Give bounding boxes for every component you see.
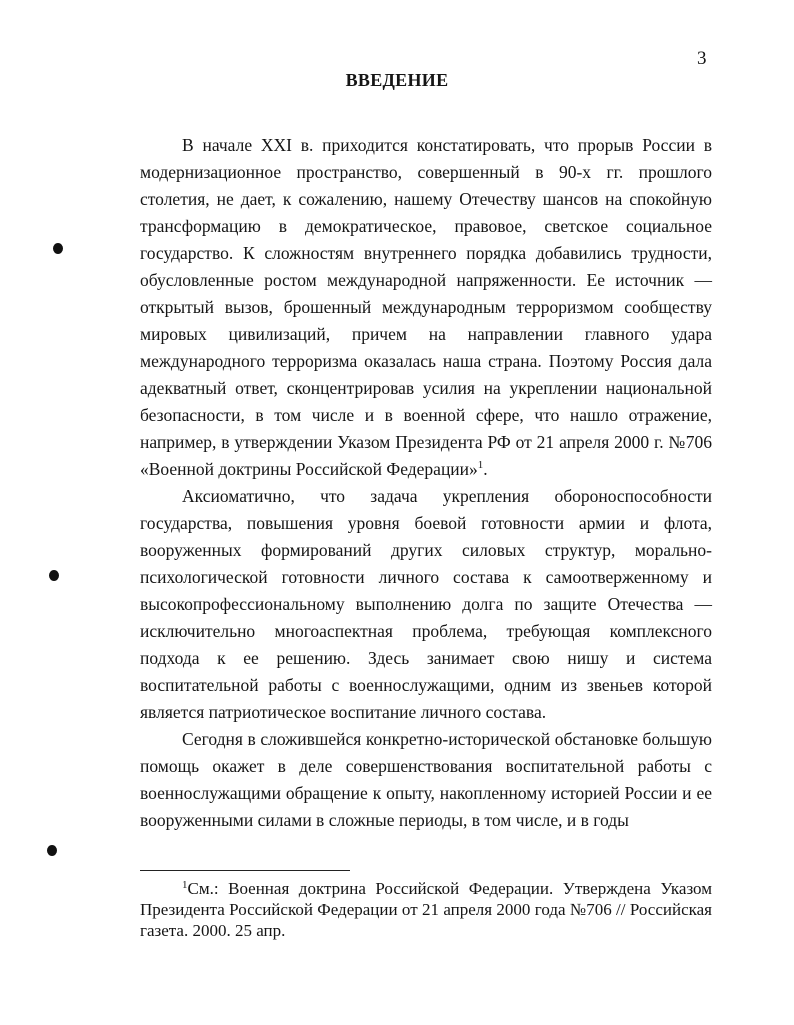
footnote xyxy=(140,878,712,941)
paragraph-1-text: В начале XXI в. приходится констатировать, что прорыв России в модернизационное пространство, совершенный в 90-х гг. прошлого столетия, не дает, к сожалению, нашему Отечеству шансов на спокойную трансформацию в демократическое, правовое, светское социальное государство. К сложностям внутреннего порядка добавились трудности, обусловленные ростом международной напряженности. Ее источник — открытый вызов, брошенный международным терроризмом сообществу мировых цивилизаций, причем на направлении главного удара международного терроризма оказалась наша страна. Поэтому Россия дала адекватный ответ, сконцентрировав усилия на укреплении национальной безопасности, в том числе и в военной сфере, что нашло отражение, например, в утверждении Указом Президента РФ от 21 апреля 2000 г. №706 «Военной доктрины Российской Федерации» xyxy=(140,135,712,479)
footnote-reference: 1 xyxy=(477,459,484,471)
paragraph-2: Аксиоматично, что задача укрепления обороноспособности государства, повышения уровня боевой готовности армии и флота, вооруженных формирований других силовых структур, морально-психологической готовности личного состава к самоотверженному и высокопрофессиональному выполнению долга по защите Отечества — исключительно многоаспектная проблема, требующая комплексного подхода к ее решению. Здесь занимает свою нишу и система воспитательной работы с военнослужащими, одним из звеньев которой является патриотическое воспитание личного состава. xyxy=(140,486,712,722)
footnote-divider xyxy=(140,870,350,871)
footnote-text: См.: Военная доктрина Российской Федерации. Утверждена Указом Президента Российской Федерации от 21 апреля 2000 года №706 // Российская газета. 2000. 25 апр. xyxy=(140,879,712,940)
paragraph-1 xyxy=(140,132,712,483)
paragraph-1-end: . xyxy=(483,459,488,479)
paragraph-3: Сегодня в сложившейся конкретно-исторической обстановке большую помощь окажет в деле совершенствования воспитательной работы с военнослужащими обращение к опыту, накопленному историей России и ее вооруженными силами в сложные периоды, в том числе, и в годы xyxy=(140,729,712,830)
punch-hole-mark xyxy=(47,845,57,856)
punch-hole-mark xyxy=(49,570,59,581)
footnote-mark: 1 xyxy=(182,879,188,891)
main-text xyxy=(140,132,712,834)
page-title: ВВЕДЕНИЕ xyxy=(345,70,449,90)
page-number: 3 xyxy=(697,48,707,69)
punch-hole-mark xyxy=(53,243,63,254)
